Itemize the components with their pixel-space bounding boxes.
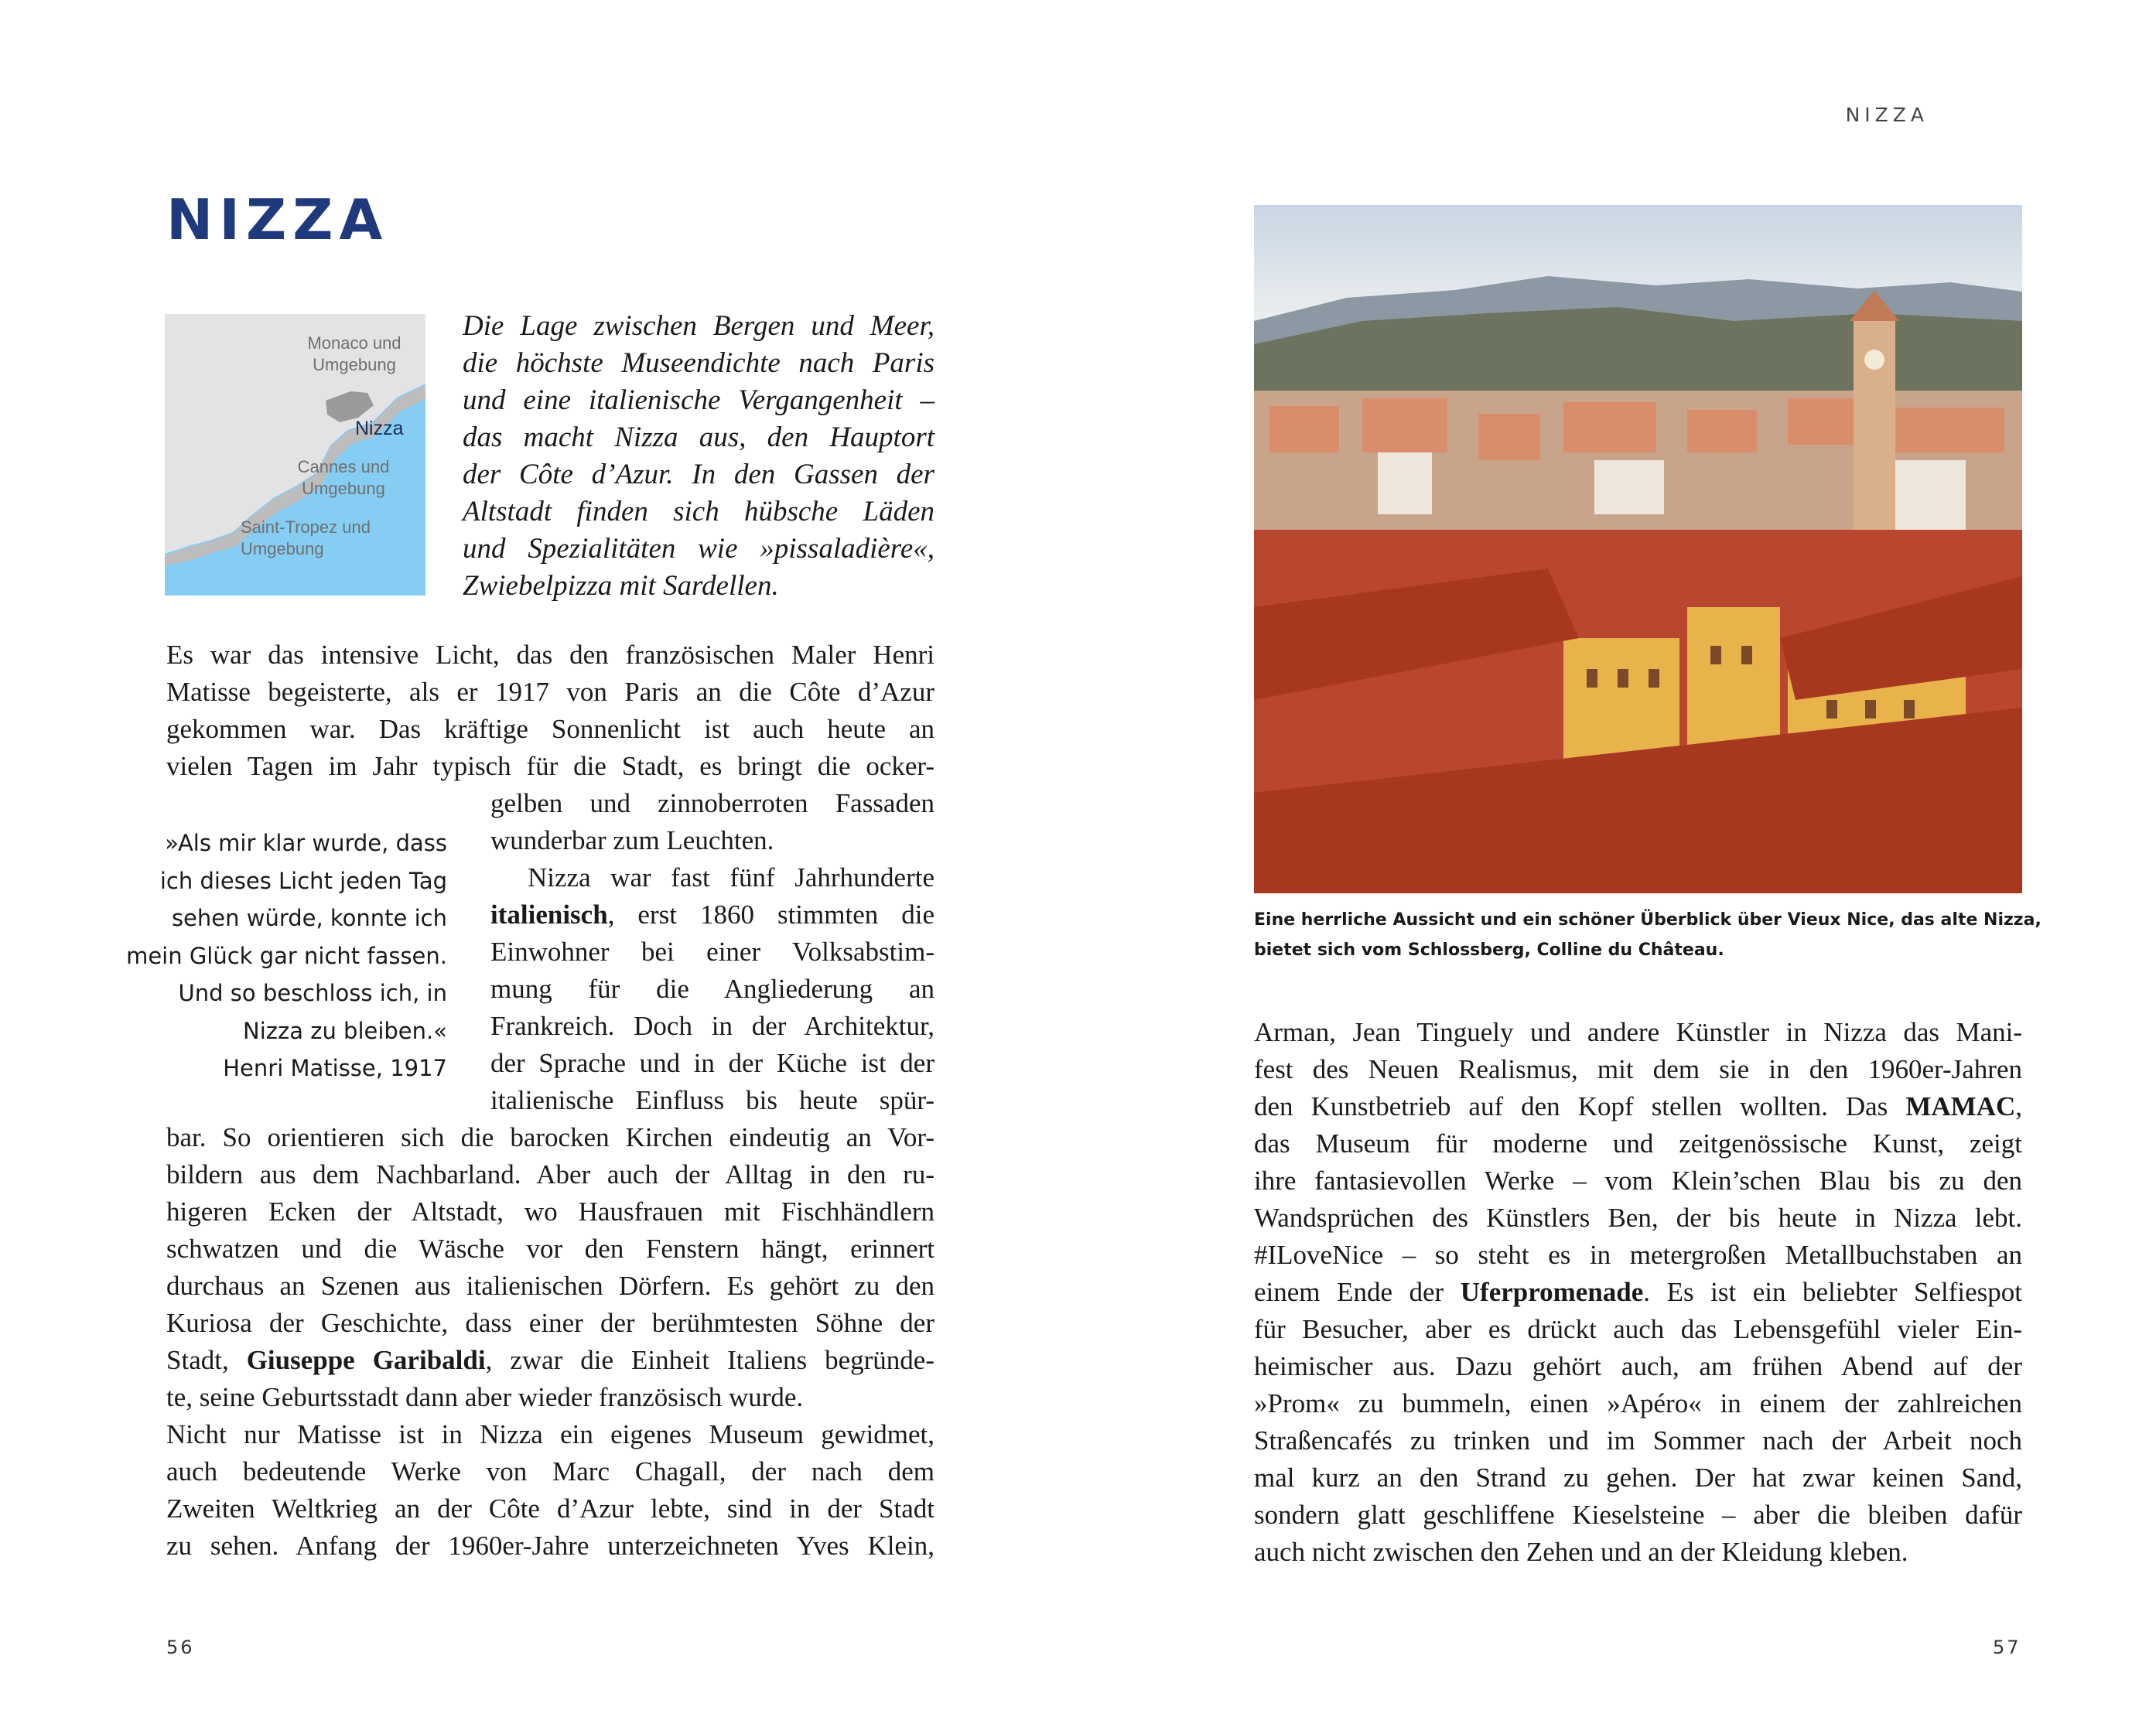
body-paragraph-narrow <box>490 785 934 1119</box>
body-line: wunderbar zum Leuchten. <box>490 825 774 855</box>
intro-line: und Spezialitäten wie »pissaladière«, <box>463 533 934 565</box>
body-line: für Besucher, aber es drückt auch das Lebensgefühl vieler Ein- <box>1254 1314 2022 1344</box>
map-label-cannes-line2: Umgebung <box>302 479 385 498</box>
body-line: schwatzen und die Wäsche vor den Fenstern hängt, erinnert <box>166 1234 934 1264</box>
page-title: NIZZA <box>166 187 389 252</box>
body-line: auch nicht zwischen den Zehen und an der Kleidung kleben. <box>1254 1537 1908 1567</box>
body-line: sondern glatt geschliffene Kieselsteine – aber die bleiben dafür <box>1254 1500 2022 1530</box>
body-line: Einwohner bei einer Volksabstim- <box>490 937 934 967</box>
map-label-cannes <box>285 456 401 500</box>
body-line: fest des Neuen Realismus, mit dem sie in den 1960er-Jahren <box>1254 1054 2022 1084</box>
caption-line: bietet sich vom Schlossberg, Colline du Château. <box>1254 940 1724 960</box>
body-paragraph-1 <box>166 637 934 785</box>
page-number-right: 57 <box>1993 1637 2021 1658</box>
body-text-span: , <box>2015 1091 2022 1121</box>
body-line: italienische Einfluss bis heute spür- <box>490 1085 934 1115</box>
body-line: #ILoveNice – so steht es in metergroßen Metallbuchstaben an <box>1254 1240 2022 1270</box>
body-line <box>166 1342 934 1379</box>
intro-line: und eine italienische Vergangenheit – <box>463 384 934 416</box>
body-text-span: einem Ende der <box>1254 1277 1461 1307</box>
quote-line: mein Glück gar nicht fassen. <box>126 942 447 969</box>
body-line: Nicht nur Matisse ist in Nizza ein eigenes Museum gewidmet, <box>166 1419 934 1449</box>
body-text-span: , erst 1860 stimmten die <box>607 899 934 930</box>
pull-quote <box>77 824 447 1087</box>
body-line: te, seine Geburtsstadt dann aber wieder französisch wurde. <box>166 1382 804 1412</box>
body-line: Straßencafés zu trinken und im Sommer nach der Arbeit noch <box>1254 1425 2022 1456</box>
city-photo <box>1254 205 2022 893</box>
quote-line: Nizza zu bleiben.« <box>243 1017 447 1044</box>
body-line <box>1254 1088 2022 1125</box>
body-paragraph-3 <box>166 1416 934 1565</box>
map-label-cannes-line1: Cannes und <box>297 457 390 476</box>
body-line: der Sprache und in der Küche ist der <box>490 1048 934 1078</box>
body-text-span: den Kunstbetrieb auf den Kopf stellen wollten. Das <box>1254 1091 1906 1121</box>
body-line: heimischer aus. Dazu gehört auch, am frühen Abend auf der <box>1254 1351 2022 1381</box>
intro-paragraph <box>463 308 934 605</box>
body-line: mung für die Angliederung an <box>490 974 934 1004</box>
map-label-sainttropez <box>241 517 371 560</box>
body-line: gelben und zinnoberroten Fassaden <box>490 788 934 818</box>
body-paragraph-2 <box>166 1119 934 1416</box>
body-line: Frankreich. Doch in der Architektur, <box>490 1011 934 1041</box>
body-line: zu sehen. Anfang der 1960er-Jahre unterzeichneten Yves Klein, <box>166 1531 934 1561</box>
map-label-monaco-line1: Monaco und <box>307 333 401 353</box>
body-line: gekommen war. Das kräftige Sonnenlicht ist auch heute an <box>166 714 934 744</box>
bold-term-uferpromenade: Uferpromenade <box>1460 1277 1644 1307</box>
intro-line: die höchste Museendichte nach Paris <box>463 347 934 379</box>
body-line <box>490 896 934 934</box>
body-line: Wandsprüchen des Künstlers Ben, der bis heute in Nizza lebt. <box>1254 1203 2022 1233</box>
body-line: Arman, Jean Tinguely und andere Künstler in Nizza das Mani- <box>1254 1017 2022 1047</box>
body-line: vielen Tagen im Jahr typisch für die Stadt, es bringt die ocker- <box>166 751 934 781</box>
running-head: NIZZA <box>1845 104 1929 126</box>
intro-line: der Côte d’Azur. In den Gassen der <box>463 459 934 490</box>
body-line: mal kurz an den Strand zu gehen. Der hat zwar keinen Sand, <box>1254 1463 2022 1493</box>
map-label-nizza: Nizza <box>355 418 404 439</box>
map-label-monaco <box>281 333 428 376</box>
body-line: das Museum für moderne und zeitgenössische Kunst, zeigt <box>1254 1128 2022 1159</box>
photo-illustration <box>1254 205 2022 893</box>
page-number-left: 56 <box>166 1637 195 1658</box>
body-line: ihre fantasievollen Werke – vom Klein’schen Blau bis zu den <box>1254 1166 2022 1196</box>
map-label-sainttropez-line1: Saint-Tropez und <box>241 517 371 537</box>
map-label-sainttropez-line2: Umgebung <box>241 539 324 558</box>
locator-map <box>165 314 425 596</box>
map-label-monaco-line2: Umgebung <box>313 355 396 374</box>
body-text-span: , zwar die Einheit Italiens begründe- <box>485 1345 934 1375</box>
right-body-text <box>1254 1014 2022 1571</box>
bold-term-italienisch: italienisch <box>490 899 608 930</box>
body-line: auch bedeutende Werke von Marc Chagall, der nach dem <box>166 1456 934 1487</box>
intro-line: Die Lage zwischen Bergen und Meer, <box>463 310 934 342</box>
body-line <box>1254 1274 2022 1311</box>
quote-attribution: Henri Matisse, 1917 <box>223 1055 447 1081</box>
bold-term-garibaldi: Giuseppe Garibaldi <box>246 1345 486 1375</box>
quote-line: »Als mir klar wurde, dass <box>165 830 447 856</box>
body-text-span: Stadt, <box>166 1345 247 1375</box>
body-line: durchaus an Szenen aus italienischen Dörfern. Es gehört zu den <box>166 1271 934 1301</box>
body-line: higeren Ecken der Altstadt, wo Hausfrauen mit Fischhändlern <box>166 1196 934 1227</box>
body-line: bar. So orientieren sich die barocken Kirchen eindeutig an Vor- <box>166 1122 934 1152</box>
intro-line: Altstadt finden sich hübsche Läden <box>463 496 934 527</box>
body-line: Matisse begeisterte, als er 1917 von Paris an die Côte d’Azur <box>166 677 934 707</box>
body-line: Kuriosa der Geschichte, dass einer der berühmtesten Söhne der <box>166 1308 934 1338</box>
body-line: »Prom« zu bummeln, einen »Apéro« in einem der zahlreichen <box>1254 1388 2022 1418</box>
photo-tower-clock <box>1864 350 1884 370</box>
quote-line: ich dieses Licht jeden Tag <box>159 867 447 894</box>
body-line: Zweiten Weltkrieg an der Côte d’Azur lebte, sind in der Stadt <box>166 1493 934 1524</box>
body-line: bildern aus dem Nachbarland. Aber auch der Alltag in den ru- <box>166 1159 934 1190</box>
body-line: Es war das intensive Licht, das den französischen Maler Henri <box>166 640 934 670</box>
photo-caption <box>1254 905 2042 965</box>
body-line: Nizza war fast fünf Jahrhunderte <box>528 862 934 893</box>
quote-line: Und so beschloss ich, in <box>178 980 447 1006</box>
caption-line: Eine herrliche Aussicht und ein schöner Überblick über Vieux Nice, das alte Nizza, <box>1254 910 2042 930</box>
body-text-span: . Es ist ein beliebter Selfiespot <box>1643 1277 2023 1307</box>
intro-line: Zwiebelpizza mit Sardellen. <box>463 570 779 602</box>
bold-term-mamac: MAMAC <box>1905 1091 2016 1121</box>
quote-line: sehen würde, konnte ich <box>171 905 447 931</box>
intro-line: das macht Nizza aus, den Hauptort <box>463 422 934 453</box>
